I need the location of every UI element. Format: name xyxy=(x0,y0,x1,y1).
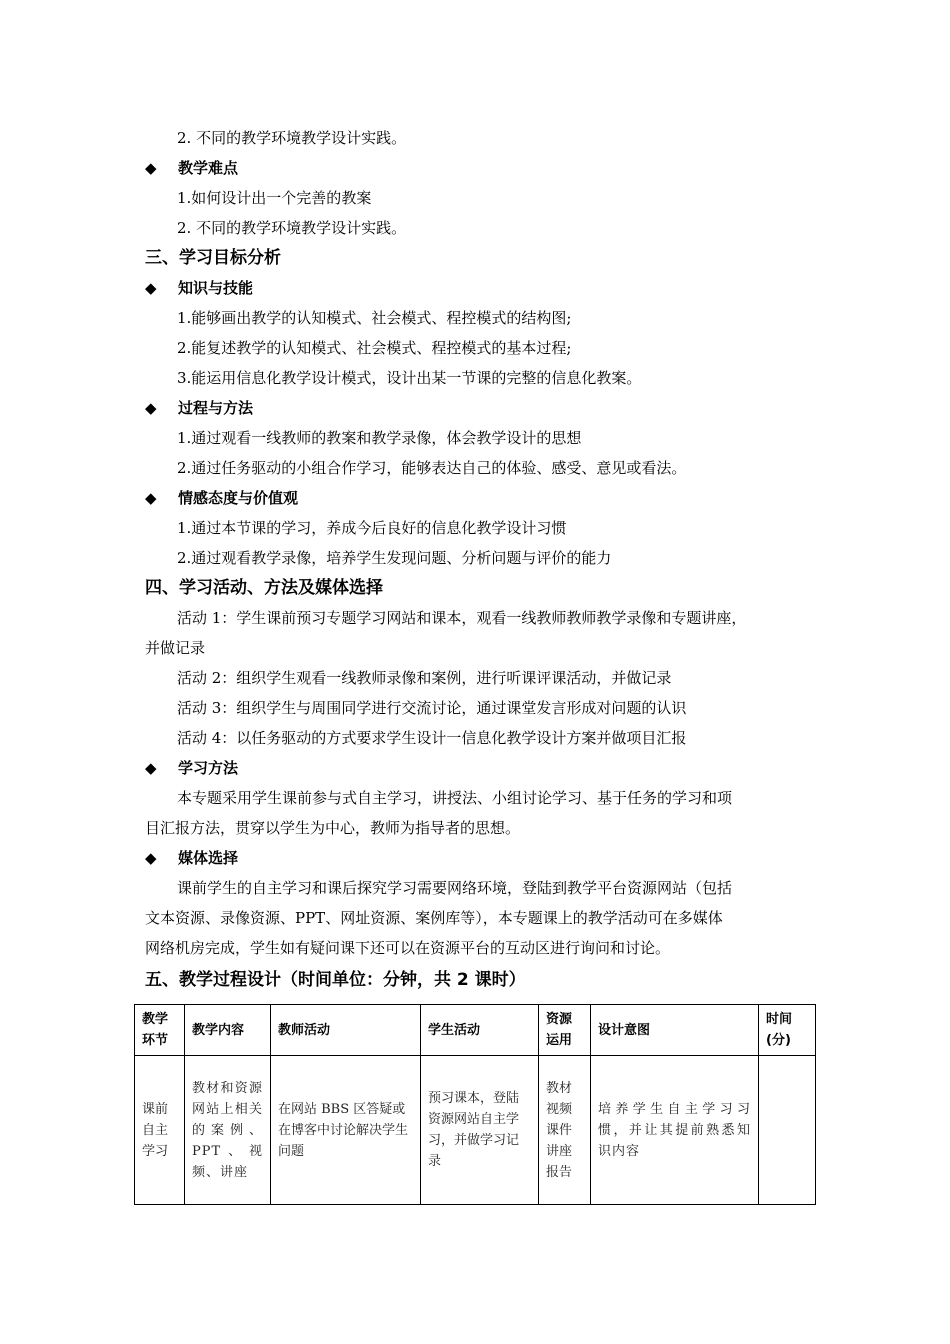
method-line-2: 目汇报方法，贯穿以学生为中心，教师为指导者的思想。 xyxy=(145,819,521,837)
cell-student: 预习课本，登陆资源网站自主学习，并做学习记录 xyxy=(421,1056,539,1205)
cell-intent: 培养学生自主学习习惯，并让其提前熟悉知识内容 xyxy=(591,1056,759,1205)
activity-4: 活动 4：以任务驱动的方式要求学生设计一信息化教学设计方案并做项目汇报 xyxy=(177,729,687,747)
diamond-bullet-icon: ◆ xyxy=(145,759,157,777)
cell-time xyxy=(759,1056,816,1205)
diamond-bullet-icon: ◆ xyxy=(145,489,157,507)
section-4-title: 四、学习活动、方法及媒体选择 xyxy=(145,578,383,598)
header-content: 教学内容 xyxy=(185,1005,271,1056)
difficulty-prev-item: 2. 不同的教学环境教学设计实践。 xyxy=(177,129,407,147)
diamond-bullet-icon: ◆ xyxy=(145,399,157,417)
table-header-row xyxy=(135,1005,816,1056)
method-heading: ◆ 学习方法 xyxy=(145,759,239,777)
media-line-2: 文本资源、录像资源、PPT、网址资源、案例库等），本专题课上的教学活动可在多媒体 xyxy=(145,909,723,927)
knowledge-item-2: 2.能复述教学的认知模式、社会模式、程控模式的基本过程; xyxy=(177,339,572,357)
activity-1-line-2: 并做记录 xyxy=(145,639,206,657)
media-line-3: 网络机房完成，学生如有疑问课下还可以在资源平台的互动区进行询问和讨论。 xyxy=(145,939,671,957)
process-item-2: 2.通过任务驱动的小组合作学习，能够表达自己的体验、感受、意见或看法。 xyxy=(177,459,687,477)
activity-1-line-1: 活动 1：学生课前预习专题学习网站和课本，观看一线教师教师教学录像和专题讲座， xyxy=(177,609,747,627)
diamond-bullet-icon: ◆ xyxy=(145,849,157,867)
header-student: 学生活动 xyxy=(421,1005,539,1056)
header-intent: 设计意图 xyxy=(591,1005,759,1056)
teaching-process-table xyxy=(134,1004,816,1205)
header-time: 时间(分) xyxy=(759,1005,816,1056)
process-item-1: 1.通过观看一线教师的教案和教学录像，体会教学设计的思想 xyxy=(177,429,582,447)
cell-stage: 课前自主学习 xyxy=(135,1056,185,1205)
knowledge-item-1: 1.能够画出教学的认知模式、社会模式、程控模式的结构图; xyxy=(177,309,572,327)
section-5-title: 五、教学过程设计（时间单位：分钟，共 2 课时） xyxy=(145,970,526,990)
difficulty-heading: ◆ 教学难点 xyxy=(145,159,239,177)
difficulty-item-1: 1.如何设计出一个完善的教案 xyxy=(177,189,372,207)
cell-content: 教材和资源网站上相关的案例、PPT、视频、讲座 xyxy=(185,1056,271,1205)
header-resources: 资源运用 xyxy=(539,1005,591,1056)
media-heading: ◆ 媒体选择 xyxy=(145,849,239,867)
diamond-bullet-icon: ◆ xyxy=(145,279,157,297)
knowledge-item-3: 3.能运用信息化教学设计模式，设计出某一节课的完整的信息化教案。 xyxy=(177,369,642,387)
knowledge-heading: ◆ 知识与技能 xyxy=(145,279,254,297)
difficulty-item-2: 2. 不同的教学环境教学设计实践。 xyxy=(177,219,407,237)
section-3-title: 三、学习目标分析 xyxy=(145,248,281,268)
media-line-1: 课前学生的自主学习和课后探究学习需要网络环境，登陆到教学平台资源网站（包括 xyxy=(177,879,733,897)
emotion-heading: ◆ 情感态度与价值观 xyxy=(145,489,299,507)
cell-teacher: 在网站 BBS 区答疑或在博客中讨论解决学生问题 xyxy=(271,1056,421,1205)
method-line-1: 本专题采用学生课前参与式自主学习，讲授法、小组讨论学习、基于任务的学习和项 xyxy=(177,789,733,807)
process-heading: ◆ 过程与方法 xyxy=(145,399,254,417)
cell-resources: 教材视频课件讲座报告 xyxy=(539,1056,591,1205)
activity-3: 活动 3：组织学生与周围同学进行交流讨论，通过课堂发言形成对问题的认识 xyxy=(177,699,687,717)
emotion-item-2: 2.通过观看教学录像，培养学生发现问题、分析问题与评价的能力 xyxy=(177,549,612,567)
header-teacher: 教师活动 xyxy=(271,1005,421,1056)
table-row xyxy=(135,1056,816,1205)
diamond-bullet-icon: ◆ xyxy=(145,159,157,177)
activity-2: 活动 2：组织学生观看一线教师录像和案例，进行听课评课活动，并做记录 xyxy=(177,669,672,687)
emotion-item-1: 1.通过本节课的学习，养成今后良好的信息化教学设计习惯 xyxy=(177,519,567,537)
header-stage: 教学环节 xyxy=(135,1005,185,1056)
